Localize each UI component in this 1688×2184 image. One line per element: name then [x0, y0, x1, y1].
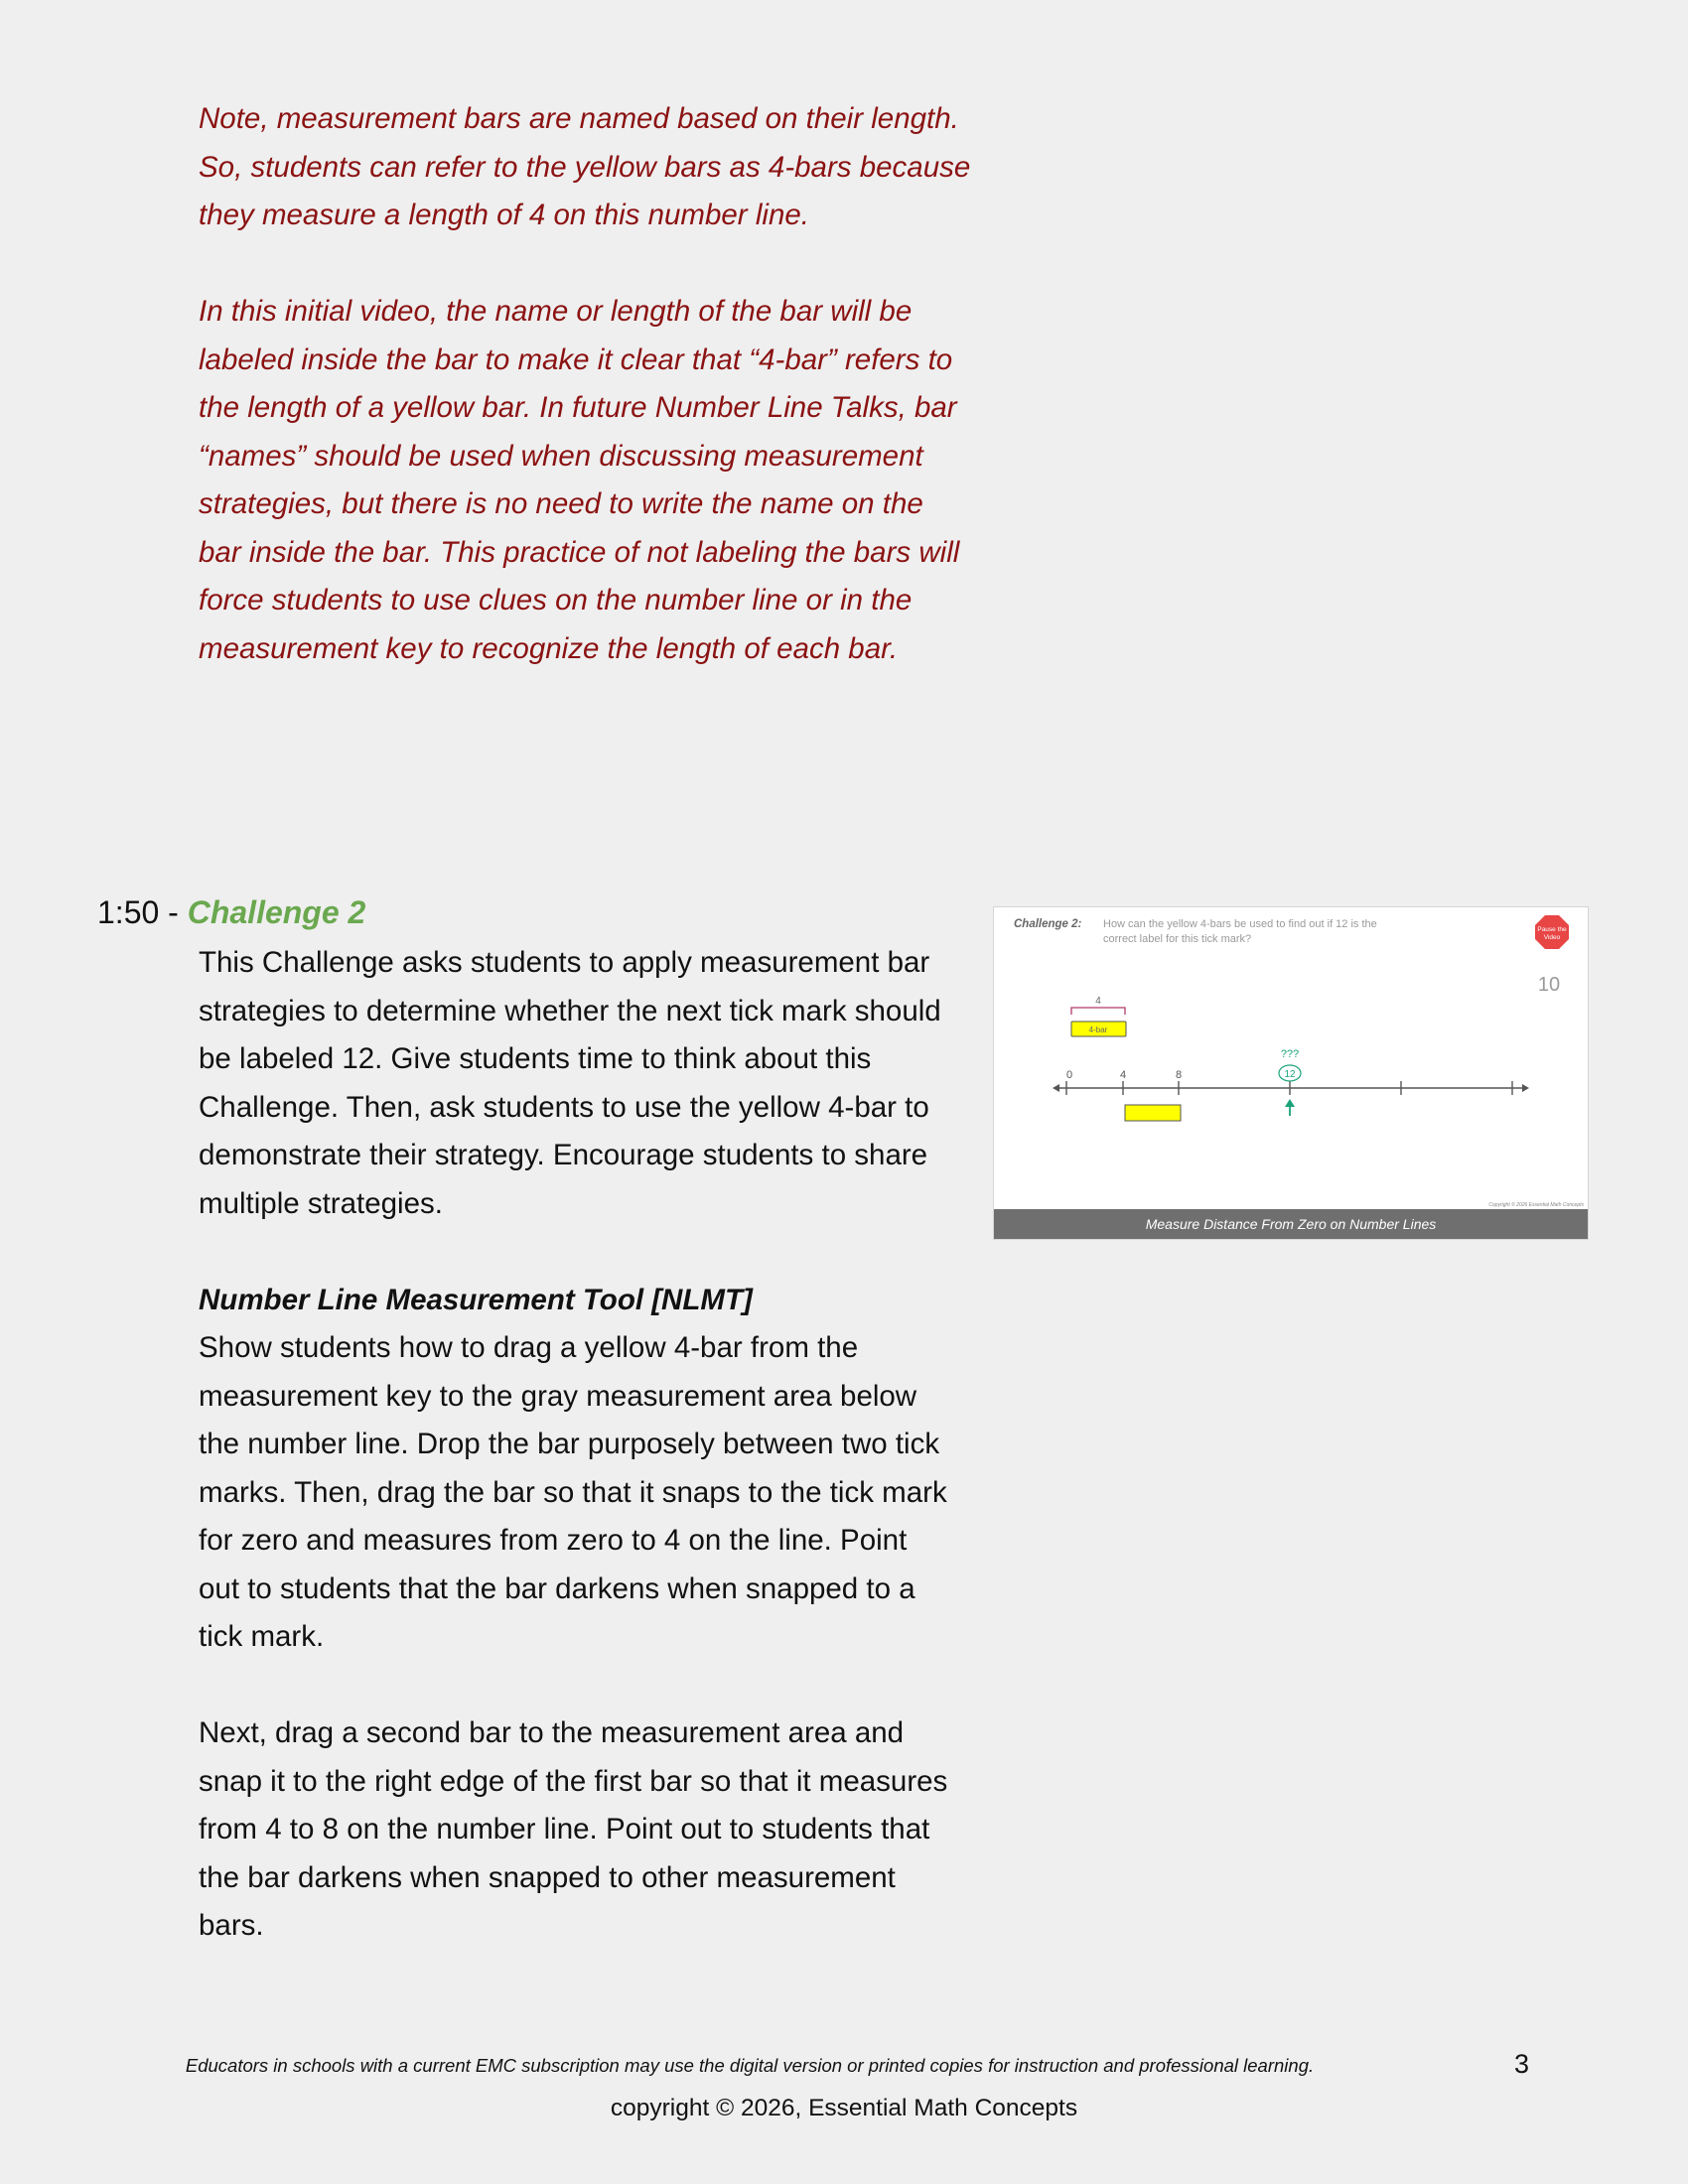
section-heading	[97, 888, 365, 936]
nlmt-paragraph-2: Next, drag a second bar to the measurement area and snap it to the right edge of the first bar so that it measures from 4 to 8 on the number line. Point out to students that the bar darkens when snapped to other measurement bars.	[199, 1716, 948, 1942]
note-paragraph-2: In this initial video, the name or length of the bar will be labeled inside the bar to make it clear that “4-bar” refers to the length of a yellow bar. In future Number Line Talks, bar “names” should be used when discussing measurement strategies, but there is no need to write the name on the bar inside the bar. This practice of not labeling the bars will force students to use clues on the number line or in the measurement key to recognize the length of each bar.	[199, 295, 960, 665]
tick-label-4: 4	[1119, 1069, 1127, 1081]
teacher-note	[199, 95, 973, 673]
tick-label-0: 0	[1065, 1069, 1073, 1081]
copyright: copyright © 2026, Essential Math Concepts	[610, 2095, 1078, 2121]
tick-label-8: 8	[1175, 1069, 1183, 1081]
section-timestamp: 1:50 -	[97, 894, 188, 930]
slide-copyright: Copyright © 2026 Essential Math Concepts	[1488, 1202, 1584, 1208]
video-slide-thumbnail	[993, 906, 1589, 1240]
section-body	[199, 939, 953, 1951]
nlmt-subheading: Number Line Measurement Tool [NLMT]	[199, 1283, 753, 1316]
nlmt-paragraph-1: Show students how to drag a yellow 4-bar from the measurement key to the gray measurement area below the number line. Drop the bar purposely between two tick marks. Then, drag the bar so that it snaps to the tick mark for zero and measures from zero to 4 on the line. Point out to students that the bar darkens when snapped to a tick mark.	[199, 1331, 947, 1653]
pause-label-1: Pause the	[1537, 926, 1567, 933]
slide-challenge-label: Challenge 2:	[1014, 918, 1082, 930]
key-bar-label: 4-bar	[1088, 1025, 1108, 1034]
page-number: 3	[1514, 2049, 1530, 2079]
slide-question-line-2: correct label for this tick mark?	[1103, 933, 1252, 945]
question-marks: ???	[1280, 1048, 1300, 1060]
measurement-area-4-bar[interactable]	[1125, 1105, 1181, 1121]
challenge-paragraph: This Challenge asks students to apply measurement bar strategies to determine whether the next tick mark should be labeled 12. Give students time to think about this Challenge. Then, ask students to use the yellow 4-bar to demonstrate their strategy. Encourage students to share multiple strategies.	[199, 946, 941, 1220]
slide-question-line-1: How can the yellow 4-bars be used to find out if 12 is the	[1103, 918, 1377, 930]
pause-label-2: Video	[1543, 934, 1561, 941]
slide-footer-title: Measure Distance From Zero on Number Lines	[1145, 1216, 1437, 1232]
footer-note: Educators in schools with a current EMC subscription may use the digital version or printed copies for instruction and professional learning.	[185, 2055, 1315, 2076]
slide-timer: 10	[1537, 974, 1561, 996]
note-paragraph-1: Note, measurement bars are named based on their length. So, students can refer to the yellow bars as 4-bars because they measure a length of 4 on this number line.	[199, 102, 971, 231]
pause-video-button[interactable]	[1535, 915, 1569, 949]
circled-label-12: 12	[1284, 1069, 1296, 1080]
key-length-label: 4	[1095, 996, 1101, 1007]
section-title: Challenge 2	[187, 894, 366, 930]
